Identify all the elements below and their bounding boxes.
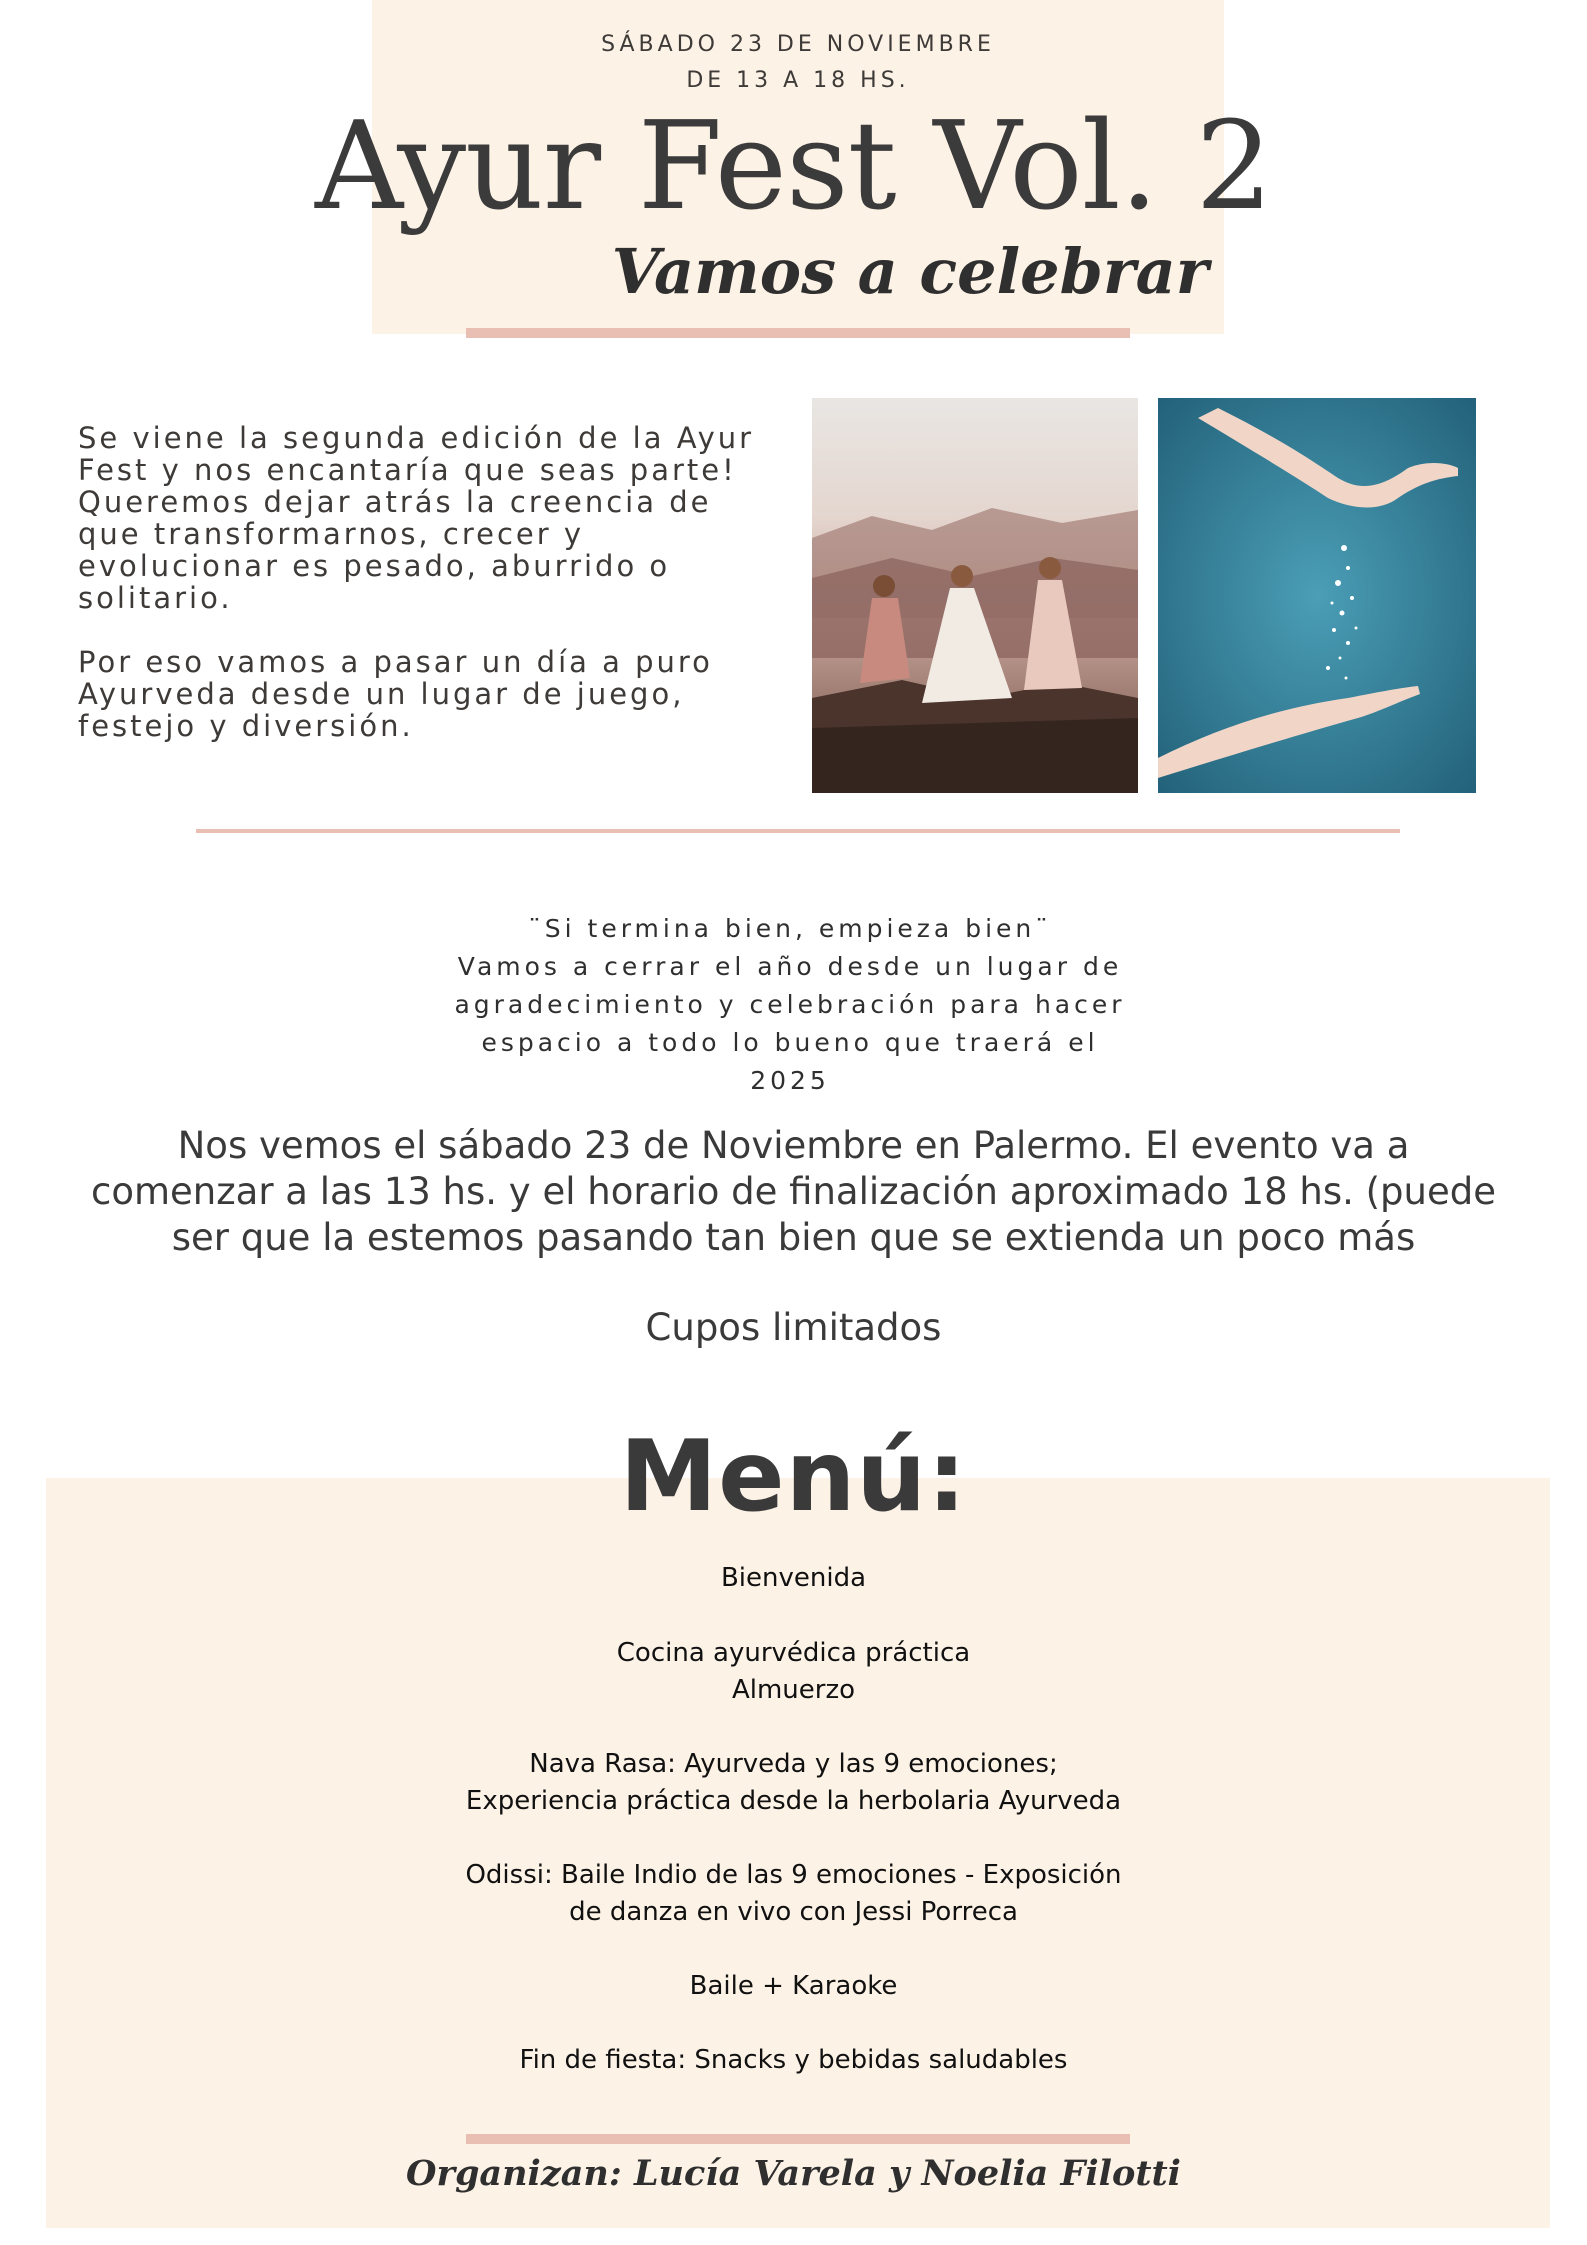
quote-line: espacio a todo lo bueno que traerá el bbox=[481, 1028, 1099, 1057]
event-details-line: comenzar a las 13 hs. y el horario de finalización aproximado 18 hs. (puede bbox=[90, 1170, 1497, 1213]
menu-item: Cocina ayurvédica práctica bbox=[616, 1638, 971, 1668]
menu-item: Experiencia práctica desde la herbolaria Ayurveda bbox=[465, 1786, 1122, 1816]
event-subtitle: Vamos a celebrar bbox=[611, 235, 1209, 308]
menu-item: Almuerzo bbox=[731, 1675, 856, 1705]
quote-line: ¨Si termina bien, empieza bien¨ bbox=[528, 914, 1052, 943]
event-title: Ayur Fest Vol. 2 bbox=[315, 95, 1272, 237]
quote-line: 2025 bbox=[750, 1066, 830, 1095]
menu-item: Bienvenida bbox=[720, 1563, 867, 1593]
menu-item: Baile + Karaoke bbox=[689, 1971, 898, 2001]
header-divider bbox=[466, 328, 1130, 338]
event-details-line: Nos vemos el sábado 23 de Noviembre en Palermo. El evento va a bbox=[177, 1124, 1410, 1167]
intro-paragraph: Por eso vamos a pasar un día a puro Ayurveda desde un lugar de juego, festejo y diversión. bbox=[78, 645, 713, 743]
menu-item: Odissi: Baile Indio de las 9 emociones - Exposición bbox=[465, 1860, 1122, 1890]
limited-spots-note: Cupos limitados bbox=[645, 1306, 942, 1349]
quote-line: agradecimiento y celebración para hacer bbox=[454, 990, 1126, 1019]
event-date: SÁBADO 23 DE NOVIEMBRE bbox=[601, 32, 995, 57]
footer-divider bbox=[466, 2134, 1130, 2144]
event-details-line: ser que la estemos pasando tan bien que se extienda un poco más bbox=[171, 1216, 1416, 1259]
hands-sparkle-photo bbox=[1158, 398, 1476, 793]
intro-paragraph: Se viene la segunda edición de la Ayur Fest y nos encantaría que seas parte! Queremos dejar atrás la creencia de que transformarnos, crecer y evolucionar es pesado, aburrido o solitario. bbox=[78, 421, 755, 615]
menu-title: Menú: bbox=[619, 1420, 968, 1534]
menu-item: de danza en vivo con Jessi Porreca bbox=[569, 1897, 1018, 1927]
dancing-women-photo bbox=[812, 398, 1138, 793]
section-divider bbox=[196, 829, 1400, 833]
quote-line: Vamos a cerrar el año desde un lugar de bbox=[457, 952, 1123, 981]
organizers-credit: Organizan: Lucía Varela y Noelia Filotti bbox=[406, 2153, 1181, 2194]
menu-item: Nava Rasa: Ayurveda y las 9 emociones; bbox=[529, 1749, 1058, 1779]
event-time: DE 13 A 18 HS. bbox=[686, 68, 910, 93]
menu-item: Fin de fiesta: Snacks y bebidas saludables bbox=[519, 2045, 1068, 2075]
